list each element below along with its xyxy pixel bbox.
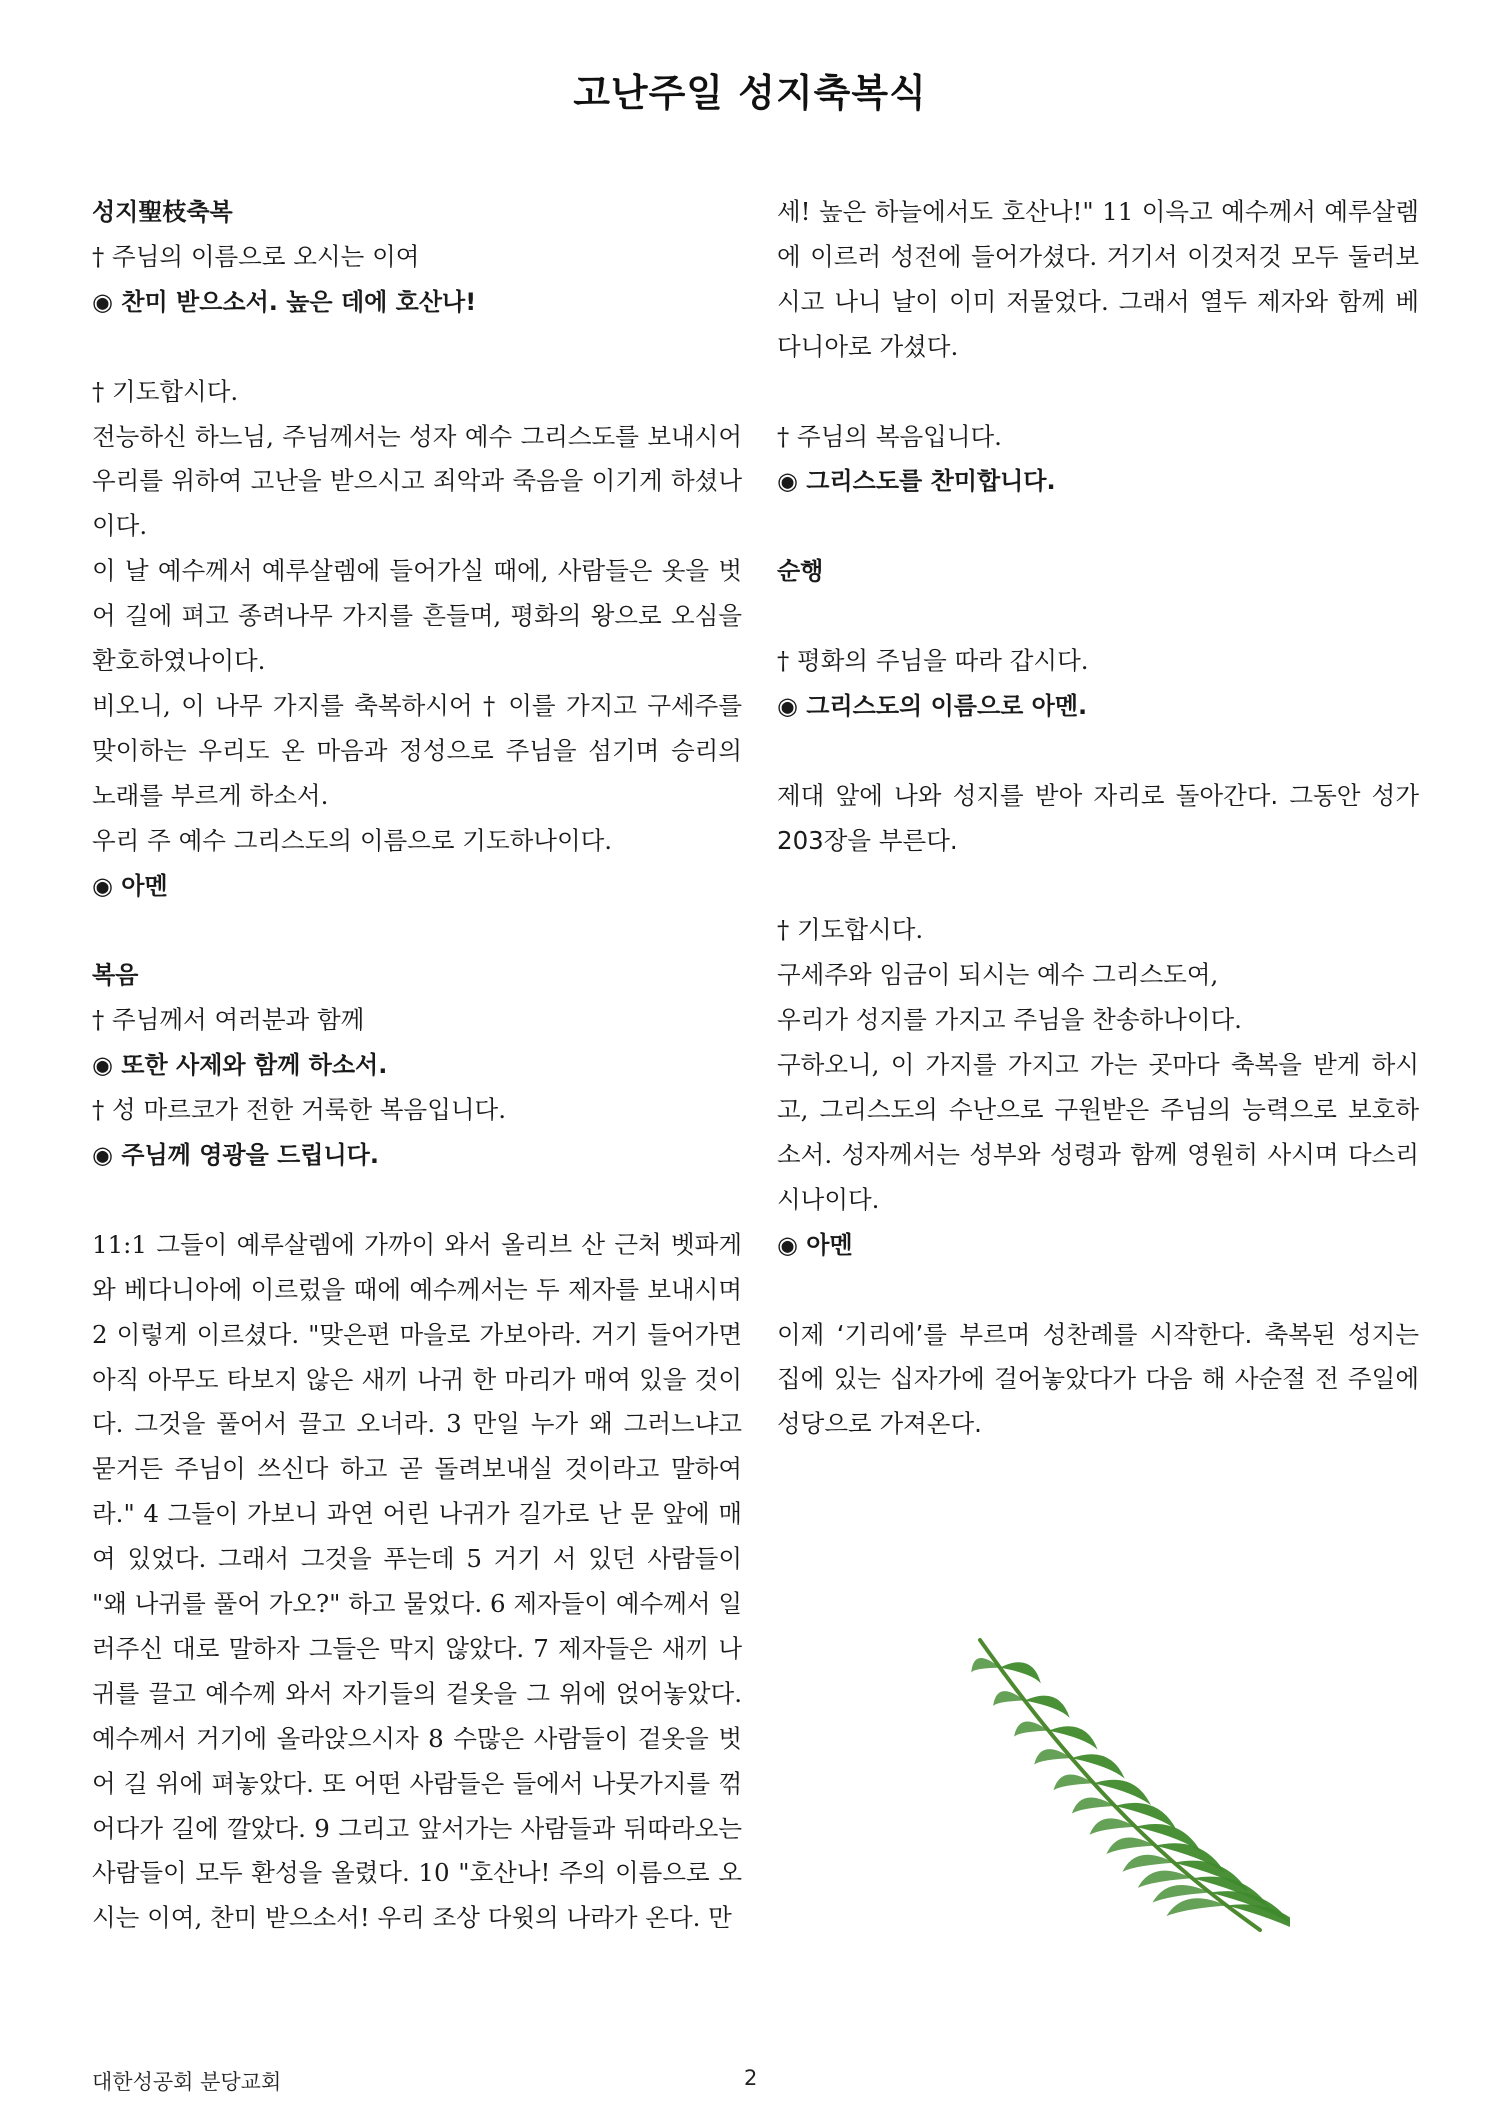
prayer-text: 전능하신 하느님, 주님께서는 성자 예수 그리스도를 보내시어 우리를 위하여 고난을 받으시고 죄악과 죽음을 이기게 하셨나이다.	[92, 421, 742, 541]
response: ◉ 그리스도의 이름으로 아멘.	[777, 691, 1088, 720]
response-amen: ◉ 아멘	[777, 1230, 853, 1259]
rubric: 이제 ‘기리에’를 부르며 성찬례를 시작한다. 축복된 성지는 집에 있는 십자가에 걸어놓았다가 다음 해 사순절 전 주일에 성당으로 가져온다.	[777, 1319, 1419, 1439]
right-column	[777, 190, 1419, 1447]
versicle: † 평화의 주님을 따라 갑시다.	[777, 646, 1089, 676]
response: ◉ 주님께 영광을 드립니다.	[92, 1141, 379, 1169]
prayer-text: 이 날 예수께서 예루살렘에 들어가실 때에, 사람들은 옷을 벗어 길에 펴고 종려나무 가지를 흔들며, 평화의 왕으로 오심을 환호하였나이다.	[92, 556, 742, 676]
left-column	[92, 190, 742, 1941]
response: ◉ 또한 사제와 함께 하소서.	[92, 1051, 388, 1080]
gospel-heading: 복음	[92, 961, 139, 990]
versicle: † 주님께서 여러분과 함께	[92, 1005, 365, 1035]
versicle: † 주님의 복음입니다.	[777, 421, 1002, 451]
page-number: 2	[744, 2066, 758, 2090]
palm-leaves	[971, 1658, 1290, 1939]
versicle: † 주님의 이름으로 오시는 이여	[92, 241, 420, 271]
palm-leaflet	[1227, 1904, 1290, 1938]
prayer-text: 우리가 성지를 가지고 주님을 찬송하나이다.	[777, 1005, 1242, 1035]
versicle: † 기도합시다.	[92, 376, 239, 406]
gospel-reading-continued: 세! 높은 하늘에서도 호산나!" 11 이윽고 예수께서 예루살렘에 이르러 성전에 들어가셨다. 거기서 이것저것 모두 둘러보시고 나니 날이 이미 저물었다. 그래서 열두 제자와 함께 베다니아로 가셨다.	[777, 197, 1419, 361]
gospel-reading: 11:1 그들이 예루살렘에 가까이 와서 올리브 산 근처 벳파게와 베다니아에 이르렀을 때에 예수께서는 두 제자를 보내시며 2 이렇게 이르셨다. "맞은편 마을로 가보아라. 거기 들어가면 아직 아무도 타보지 않은 새끼 나귀 한 마리가 매여 있을 것이다. 그것을 풀어서 끌고 오너라. 3 만일 누가 왜 그러느냐고 묻거든 주님이 쓰신다 하고 곧 돌려보내실 것이라고 말하여라." 4 그들이 가보니 과연 어린 나귀가 길가로 난 문 앞에 매여 있었다. 그래서 그것을 푸는데 5 거기 서 있던 사람들이 "왜 나귀를 풀어 가오?" 하고 물었다. 6 제자들이 예수께서 일러주신 대로 말하자 그들은 막지 않았다. 7 제자들은 새끼 나귀를 끌고 예수께 와서 자기들의 겉옷을 그 위에 얹어놓았다. 예수께서 거기에 올라앉으시자 8 수많은 사람들이 겉옷을 벗어 길 위에 펴놓았다. 또 어떤 사람들은 들에서 나뭇가지를 꺾어다가 길에 깔았다. 9 그리고 앞서가는 사람들과 뒤따라오는 사람들이 모두 환성을 올렸다. 10 "호산나! 주의 이름으로 오시는 이여, 찬미 받으소서! 우리 조상 다윗의 나라가 온다. 만	[92, 1229, 742, 1933]
palm-branch-icon	[930, 1600, 1290, 1950]
response-amen: ◉ 아멘	[92, 871, 168, 900]
response: ◉ 찬미 받으소서. 높은 데에 호산나!	[92, 287, 477, 316]
page-title: 고난주일 성지축복식	[573, 71, 927, 115]
rubric: 제대 앞에 나와 성지를 받아 자리로 돌아간다. 그동안 성가 203장을 부른다.	[777, 780, 1419, 855]
prayer-text: 구하오니, 이 가지를 가지고 가는 곳마다 축복을 받게 하시고, 그리스도의 수난으로 구원받은 주님의 능력으로 보호하소서. 성자께서는 성부와 성령과 함께 영원히 사시며 다스리시나이다.	[777, 1050, 1419, 1214]
versicle: † 성 마르코가 전한 거룩한 복음입니다.	[92, 1095, 506, 1125]
procession-heading: 순행	[777, 557, 824, 586]
response: ◉ 그리스도를 찬미합니다.	[777, 467, 1056, 496]
blessing-heading: 성지聖枝축복	[92, 198, 233, 226]
prayer-text: 구세주와 임금이 되시는 예수 그리스도여,	[777, 960, 1219, 990]
prayer-text: 비오니, 이 나무 가지를 축복하시어 † 이를 가지고 구세주를 맞이하는 우리도 온 마음과 정성으로 주님을 섬기며 승리의 노래를 부르게 하소서.	[92, 690, 742, 810]
prayer-text: 우리 주 예수 그리스도의 이름으로 기도하나이다.	[92, 825, 613, 855]
footer-church-name: 대한성공회 분당교회	[92, 2070, 282, 2094]
versicle: † 기도합시다.	[777, 915, 924, 945]
